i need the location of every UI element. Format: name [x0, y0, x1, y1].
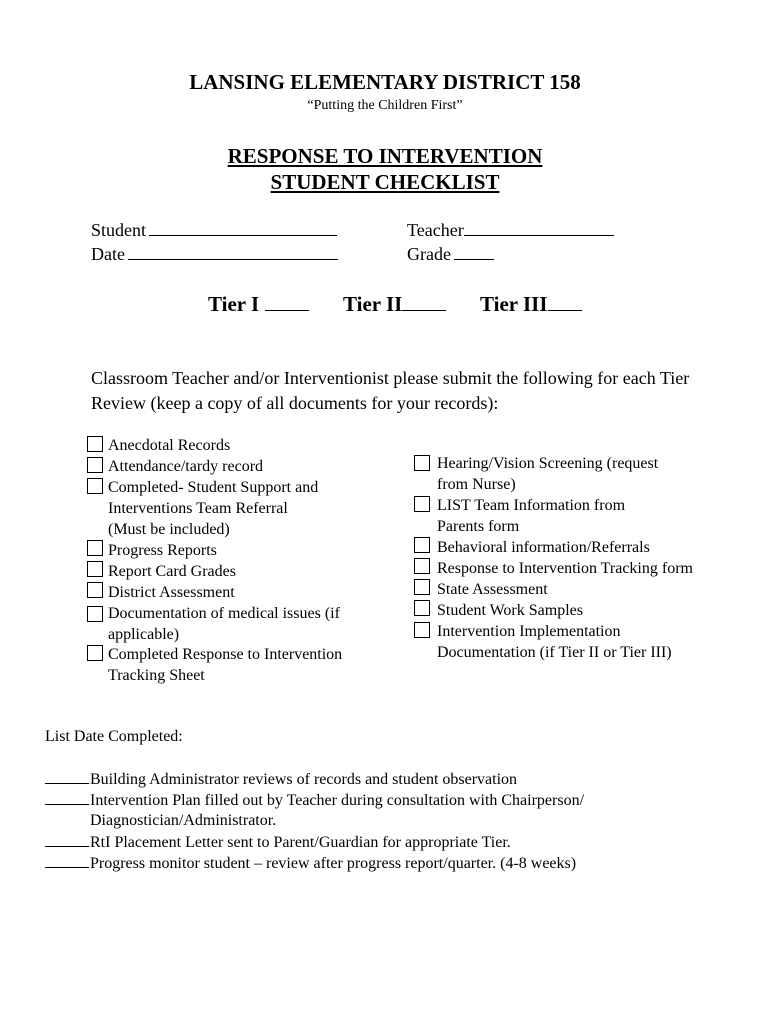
completion-item-text: Building Administrator reviews of records and student observation — [90, 771, 518, 788]
teacher-field[interactable] — [407, 220, 614, 241]
checklist-item-continuation: Parents form — [437, 518, 520, 535]
checklist-item-label: Report Card Grades — [108, 563, 236, 580]
completion-item-text: RtI Placement Letter sent to Parent/Guardian for appropriate Tier. — [90, 834, 511, 851]
checkbox-hearing-vision[interactable] — [414, 455, 430, 471]
checklist-item-continuation: Tracking Sheet — [108, 667, 205, 684]
checkbox-attendance[interactable] — [87, 457, 103, 473]
checklist-item-label: LIST Team Information from — [437, 497, 626, 514]
tier-1-blank[interactable] — [265, 293, 309, 311]
completion-item-text: Intervention Plan filled out by Teacher during consultation with Chairperson/ — [90, 792, 585, 809]
tier-3-field[interactable] — [480, 292, 582, 317]
teacher-label: Teacher — [407, 220, 464, 240]
tier-3-label: Tier III — [480, 292, 548, 316]
checklist-item-label: State Assessment — [437, 581, 548, 598]
checkbox-work-samples[interactable] — [414, 600, 430, 616]
checkbox-sit-referral[interactable] — [87, 478, 103, 494]
tier-1-field[interactable] — [208, 292, 309, 317]
checkbox-anecdotal[interactable] — [87, 436, 103, 452]
checkbox-report-card[interactable] — [87, 561, 103, 577]
checkbox-intervention-implementation[interactable] — [414, 622, 430, 638]
teacher-blank[interactable] — [464, 220, 614, 236]
district-motto: “Putting the Children First” — [307, 98, 463, 113]
completion-item — [45, 854, 576, 873]
checkbox-district-assessment[interactable] — [87, 582, 103, 598]
checklist-item-label: Documentation of medical issues (if — [108, 605, 340, 622]
completion-item — [45, 791, 584, 810]
instructions-text: Classroom Teacher and/or Interventionist please submit the following for each Tier Review (keep a copy of all documents for your records): — [91, 368, 690, 413]
grade-label: Grade — [407, 244, 451, 264]
completion-date-blank[interactable] — [45, 854, 89, 868]
grade-field[interactable] — [407, 244, 494, 265]
date-blank[interactable] — [128, 244, 338, 260]
checkbox-rti-tracking-sheet[interactable] — [87, 645, 103, 661]
tier-1-label: Tier I — [208, 292, 260, 316]
completion-date-blank[interactable] — [45, 770, 89, 784]
checkbox-progress-reports[interactable] — [87, 540, 103, 556]
checklist-item-label: Completed- Student Support and — [108, 479, 319, 496]
checklist-item-continuation: applicable) — [108, 626, 180, 643]
checkbox-behavioral[interactable] — [414, 537, 430, 553]
checklist-item-label: Intervention Implementation — [437, 623, 621, 640]
checklist-item-label: Completed Response to Intervention — [108, 646, 343, 663]
grade-blank[interactable] — [454, 244, 494, 260]
tier-3-blank[interactable] — [548, 293, 582, 311]
checklist-item-label: District Assessment — [108, 584, 235, 601]
district-title: LANSING ELEMENTARY DISTRICT 158 — [189, 70, 581, 94]
completion-date-blank[interactable] — [45, 791, 89, 805]
checkbox-rti-tracking-form[interactable] — [414, 558, 430, 574]
checklist-item-label: Behavioral information/Referrals — [437, 539, 650, 556]
date-label: Date — [91, 244, 125, 264]
form-title-line1: RESPONSE TO INTERVENTION — [227, 144, 543, 168]
tier-2-blank[interactable] — [402, 293, 446, 311]
student-label: Student — [91, 220, 147, 240]
completion-item — [45, 770, 517, 789]
completion-item — [45, 833, 511, 852]
checklist-item-label: Progress Reports — [108, 542, 217, 559]
student-blank[interactable] — [149, 220, 337, 236]
form-title-line2: STUDENT CHECKLIST — [270, 170, 500, 194]
checkbox-list-team[interactable] — [414, 496, 430, 512]
list-date-completed-label: List Date Completed: — [45, 728, 183, 745]
student-field[interactable] — [91, 220, 337, 241]
checklist-item-continuation: (Must be included) — [108, 521, 230, 538]
checklist-item-label: Response to Intervention Tracking form — [437, 560, 693, 577]
date-field[interactable] — [91, 244, 338, 265]
checklist-item-continuation: Interventions Team Referral — [108, 500, 288, 517]
checklist-item-label: Student Work Samples — [437, 602, 583, 619]
completion-item-continuation: Diagnostician/Administrator. — [90, 812, 277, 829]
checklist-item-continuation: from Nurse) — [437, 476, 516, 493]
completion-item-text: Progress monitor student – review after progress report/quarter. (4-8 weeks) — [90, 855, 577, 872]
tier-2-field[interactable] — [343, 292, 446, 317]
completion-date-blank[interactable] — [45, 833, 89, 847]
checklist-item-continuation: Documentation (if Tier II or Tier III) — [437, 644, 672, 661]
checklist-item-label: Hearing/Vision Screening (request — [437, 455, 659, 472]
checklist-item-label: Attendance/tardy record — [108, 458, 264, 475]
tier-2-label: Tier II — [343, 292, 403, 316]
checkbox-state-assessment[interactable] — [414, 579, 430, 595]
checklist-item-label: Anecdotal Records — [108, 437, 231, 454]
checkbox-medical-docs[interactable] — [87, 606, 103, 622]
